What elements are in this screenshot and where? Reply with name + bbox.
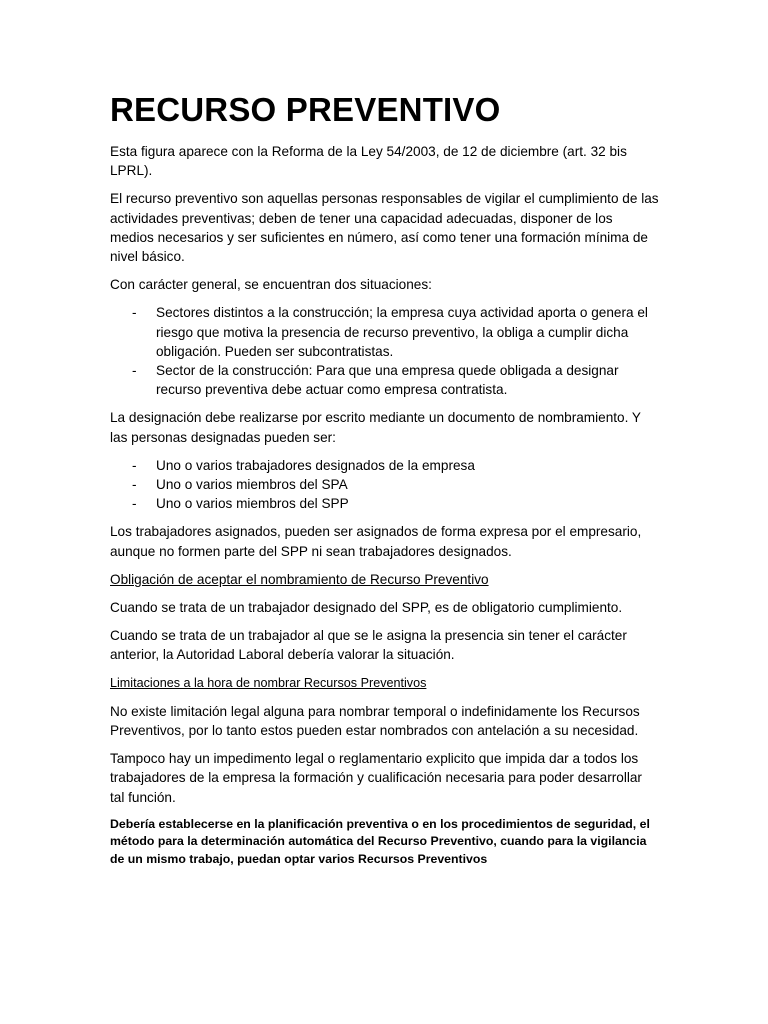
page-title: RECURSO PREVENTIVO — [110, 91, 501, 128]
list-item — [110, 361, 660, 399]
obligation-paragraph-2: Cuando se trata de un trabajador al que se le asigna la presencia sin tener el carácter anterior, la Autoridad Laboral debería valorar la situación. — [110, 628, 627, 663]
list-item — [110, 456, 660, 475]
intro-paragraph: Esta figura aparece con la Reforma de la Ley 54/2003, de 12 de diciembre (art. 32 bis LPRL). — [110, 144, 627, 179]
assigned-workers-paragraph: Los trabajadores asignados, pueden ser asignados de forma expresa por el empresario, aunque no formen parte del SPP ni sean trabajadores designados. — [110, 524, 642, 559]
final-note: Debería establecerse en la planificación preventiva o en los procedimientos de seguridad, el método para la determinación automática del Recurso Preventivo, cuando para la vigilancia de un mismo trabajo, puedan optar varios Recursos Preventivos — [110, 816, 650, 866]
list-item-text: Sector de la construcción: Para que una empresa quede obligada a designar recurso preventiva debe actuar como empresa contratista. — [156, 363, 619, 398]
dash-bullet: - — [132, 457, 137, 473]
dash-bullet: - — [132, 305, 137, 321]
situations-list — [110, 303, 660, 399]
list-item-text: Uno o varios miembros del SPA — [156, 477, 348, 493]
designation-paragraph: La designación debe realizarse por escrito mediante un documento de nombramiento. Y las personas designadas pueden ser: — [110, 410, 641, 445]
list-item-text: Sectores distintos a la construcción; la empresa cuya actividad aporta o genera el riesgo que motiva la presencia de recurso preventivo, la obliga a cumplir dicha obligación. Pueden ser subcontratistas. — [156, 305, 648, 359]
dash-bullet: - — [132, 496, 137, 512]
list-item-text: Uno o varios trabajadores designados de la empresa — [156, 457, 475, 473]
limitations-paragraph-1: No existe limitación legal alguna para nombrar temporal o indefinidamente los Recursos Preventivos, por lo tanto estos pueden estar nombrados con antelación a su necesidad. — [110, 703, 640, 739]
definition-paragraph: El recurso preventivo son aquellas personas responsables de vigilar el cumplimiento de las actividades preventivas; deben de tener una capacidad adecuadas, disponer de los medios necesarios y ser suficientes en número, así como tener una formación mínima de nivel básico. — [110, 191, 659, 265]
dash-bullet: - — [132, 477, 137, 493]
obligation-heading: Obligación de aceptar el nombramiento de Recurso Preventivo — [110, 571, 489, 587]
list-item — [110, 494, 660, 513]
obligation-paragraph-1: Cuando se trata de un trabajador designado del SPP, es de obligatorio cumplimiento. — [110, 600, 623, 616]
list-item — [110, 303, 660, 361]
limitations-paragraph-2: Tampoco hay un impedimento legal o reglamentario explicito que impida dar a todos los trabajadores de la empresa la formación y cualificación necesaria para poder desarrollar tal función. — [110, 751, 642, 805]
situations-intro: Con carácter general, se encuentran dos situaciones: — [110, 277, 432, 293]
designees-list — [110, 456, 660, 514]
list-item — [110, 475, 660, 494]
dash-bullet: - — [132, 363, 137, 379]
limitations-heading: Limitaciones a la hora de nombrar Recursos Preventivos — [110, 675, 427, 690]
list-item-text: Uno o varios miembros del SPP — [156, 496, 349, 512]
